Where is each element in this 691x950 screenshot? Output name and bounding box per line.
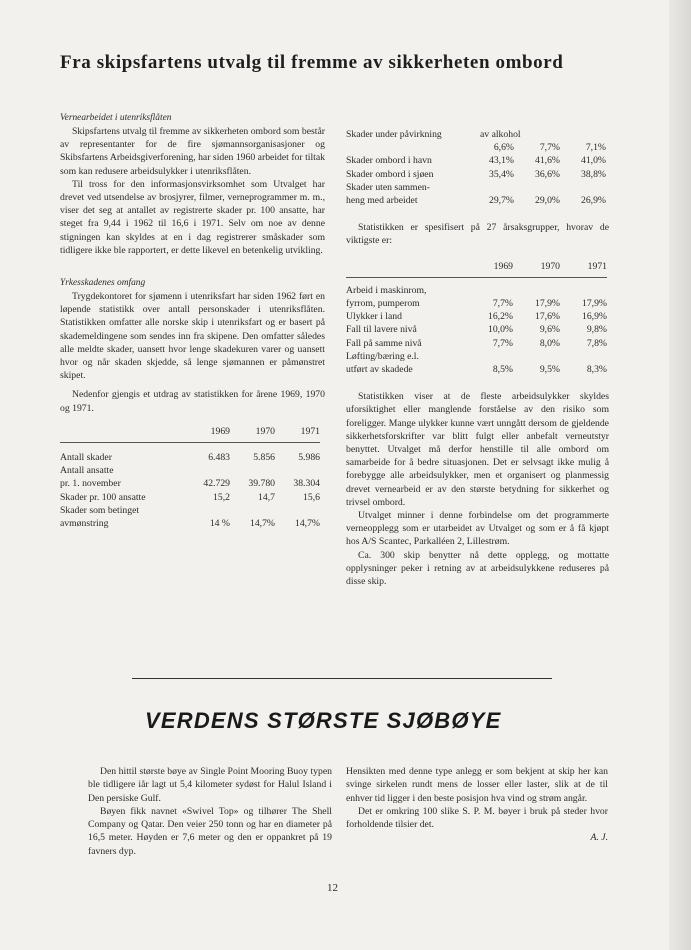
table-row: Fall til lavere nivå 10,0% 9,6% 9,8% <box>346 324 607 336</box>
article-banner-title: VERDENS STØRSTE SJØBØYE <box>145 708 502 733</box>
table-row: Antall skader 6.483 5.856 5.986 <box>60 452 320 464</box>
paragraph: Til tross for den informasjonsvirksomhet som Utvalget har drevet ved utsendelse av brosjyrer, filmer, verneprogrammer m. m., viser det seg at antallet av registrerte skader pr. 100 ansatte, har steget fra 9,44 i 1962 til 16,6 i 1971. Selv om noe av denne stigningen kan skyldes at en i dag registrerer småskader som tidligere ikke ble rapportert, er dette likevel en betenkelig utvikling. <box>60 178 325 256</box>
cause-group-table <box>346 260 607 377</box>
table-row: Antall ansatte <box>60 465 114 477</box>
buoy-article-left-column <box>88 765 332 858</box>
table-row: Skader ombord i havn 43,1% 41,6% 41,0% <box>346 155 606 167</box>
year-header: 1970 <box>230 425 275 443</box>
year-header: 1970 <box>513 260 560 278</box>
page-number: 12 <box>327 882 338 894</box>
table-row: Skader uten sammen- <box>346 181 430 193</box>
paragraph: Nedenfor gjengis et utdrag av statistikken for årene 1969, 1970 og 1971. <box>60 389 325 414</box>
paragraph: Ca. 300 skip benytter nå dette opplegg, og mottatte opplysninger peker i retning av at arbeidsulykkene reduseres på disse skip. <box>346 549 609 588</box>
page-edge-shadow <box>669 0 691 950</box>
article-title: Fra skipsfartens utvalg til fremme av sikkerheten ombord <box>60 52 564 73</box>
table-header-value: av alkohol <box>480 129 521 140</box>
paragraph: Statistikken viser at de fleste arbeidsulykker skyldes uforsiktighet eller manglende forståelse av den risiko som foreligger. Mange ulykker kunne vært unngått dersom de gjeldende sikkerhetsforskrifter var blitt fulgt eller anbefalt verneutstyr benyttet. Utvalget må derfor henstille til alle ombord om samarbeide for å bedre situasjonen. Det er selvsagt ikke mulig å forebygge alle arbeidsulykker, men et organisert og planmessig drevet vernearbeid er av den største betydning for sikkerhet og trivsel ombord. <box>346 391 609 508</box>
paragraph: Hensikten med denne type anlegg er som bekjent at skip her kan svinge sirkelen rundt mens de losser eller laster, slik at de til enhver tid ligger i den beste posisjon hva vind og strøm angår. <box>346 766 608 804</box>
table-row: Fall på samme nivå 7,7% 8,0% 7,8% <box>346 337 607 349</box>
paragraph: Den hittil største bøye av Single Point Mooring Buoy typen ble tidligere iår lagt ut 5,4 kilometer sydøst for Halul Island i Den persiske Gulf. <box>88 766 332 804</box>
table-row: utført av skadede 8,5% 9,5% 8,3% <box>346 364 607 376</box>
table-header-label: Skader under påvirkning <box>346 129 442 140</box>
table-row: Arbeid i maskinrom, <box>346 284 427 296</box>
year-header: 1969 <box>466 260 513 278</box>
table-row: Skader pr. 100 ansatte 15,2 14,7 15,6 <box>60 491 320 503</box>
table-row: Ulykker i land 16,2% 17,6% 16,9% <box>346 311 607 323</box>
year-header: 1969 <box>185 425 230 443</box>
table-row: 6,6% 7,7% 7,1% <box>493 142 606 154</box>
buoy-article-right-column <box>346 765 608 845</box>
author-signature: A. J. <box>590 832 608 844</box>
table-row: pr. 1. november 42.729 39.780 38.304 <box>60 478 320 490</box>
paragraph: Det er omkring 100 slike S. P. M. bøyer i bruk på steder hvor forholdende tilsier det. <box>346 805 608 831</box>
year-header: 1971 <box>560 260 607 278</box>
table-row: avmønstring 14 % 14,7% 14,7% <box>60 518 320 530</box>
paragraph: Trygdekontoret for sjømenn i utenriksfart har siden 1962 ført en løpende statistikk over antall personskader i utenriksflåten. Statistikken omfatter alle norske skip i utenriksfart og er basert på skademeldingene som sendes inn fra skipene. Den omfatter således alle meldte skader, uansett hvor lenge skadekuren varer og uansett hvor og når skaden skjedde, så lenge sjømannen er påmønstret skipet. <box>60 291 325 382</box>
section-heading-vernearbeidet: Vernearbeidet i utenriksflåten <box>60 113 172 123</box>
paragraph: Utvalget minner i denne forbindelse om det programmerte verneopplegg som er utarbeidet av Utvalget og som er å få kjøpt hos A/S Scantec, Parkalléen 2, Lillestrøm. <box>346 510 609 548</box>
table-row: heng med arbeidet 29,7% 29,0% 26,9% <box>346 195 606 207</box>
injury-statistics-table <box>60 425 320 530</box>
paragraph: Skipsfartens utvalg til fremme av sikkerheten ombord som består av representanter for de fire sjømannsorganisasjoner og Skibsfartens Arbeidsgiverforening, har siden 1960 arbeidet for tiltak som kan redusere arbeidsulykker i utenriksflåten. <box>60 126 325 177</box>
section-divider <box>132 678 552 679</box>
right-column <box>346 128 609 588</box>
section-heading-yrkesskadenes: Yrkesskadenes omfang <box>60 278 146 289</box>
year-header: 1971 <box>275 425 320 443</box>
paragraph: Bøyen fikk navnet «Swivel Top» og tilhører The Shell Company og Qatar. Den veier 250 tonn og har en diameter på 16,5 meter. Høyden er 7,6 meter og den er oppankret på 19 favners dyp. <box>88 805 332 857</box>
table-row: fyrrom, pumperom 7,7% 17,9% 17,9% <box>346 298 607 310</box>
table-row: Skader som betinget <box>60 504 140 516</box>
table-row: Skader ombord i sjøen 35,4% 36,6% 38,8% <box>346 168 606 180</box>
alcohol-injury-table <box>346 128 606 207</box>
left-column <box>60 112 325 530</box>
paragraph: Statistikken er spesifisert på 27 årsaksgrupper, hvorav de viktigste er: <box>346 222 609 247</box>
table-row: Løfting/bæring e.l. <box>346 350 419 362</box>
